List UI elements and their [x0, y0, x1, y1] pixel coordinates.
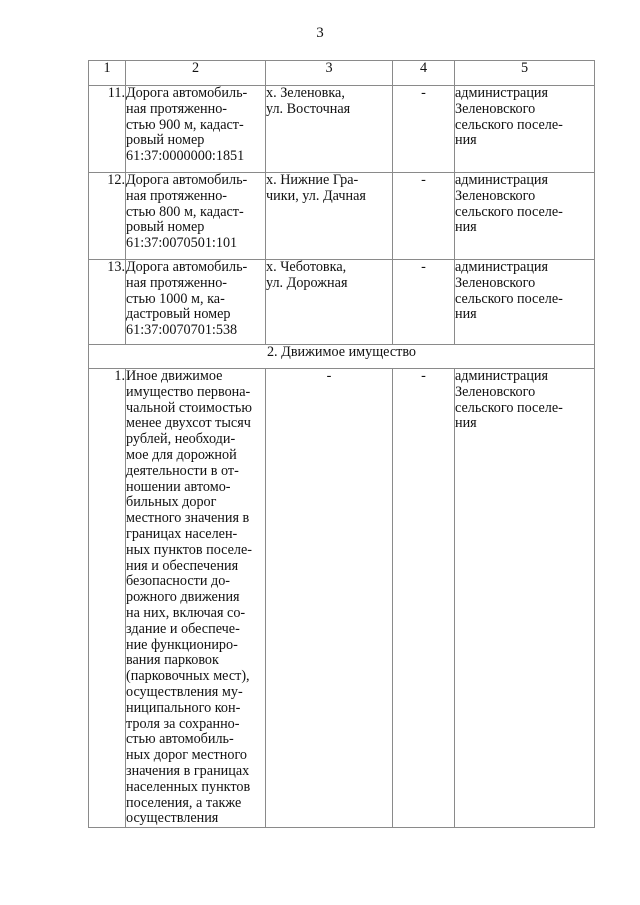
row-number: 12. — [89, 173, 126, 260]
column-4-value: - — [393, 86, 455, 173]
table-row — [89, 173, 595, 260]
section-title: 2. Движимое имущество — [89, 345, 595, 369]
table-row — [89, 86, 595, 173]
column-header-3: 3 — [266, 61, 393, 86]
table-row — [89, 369, 595, 828]
row-number: 11. — [89, 86, 126, 173]
property-name: Дорога автомобиль- ная протяженно- стью 1000 м, ка- дастровый номер 61:37:0070701:538 — [126, 260, 266, 345]
column-header-1: 1 — [89, 61, 126, 86]
property-name: Дорога автомобиль- ная протяженно- стью 900 м, кадаст- ровый номер 61:37:0000000:1851 — [126, 86, 266, 173]
property-location: х. Нижние Гра- чики, ул. Дачная — [266, 173, 393, 260]
column-4-value: - — [393, 173, 455, 260]
column-header-2: 2 — [126, 61, 266, 86]
property-location: х. Зеленовка, ул. Восточная — [266, 86, 393, 173]
property-registry-table — [88, 60, 595, 828]
row-number: 1. — [89, 369, 126, 828]
property-name: Дорога автомобиль- ная протяженно- стью 800 м, кадаст- ровый номер 61:37:0070501:101 — [126, 173, 266, 260]
column-number-header-row — [89, 61, 595, 86]
column-4-value: - — [393, 260, 455, 345]
property-holder: администрация Зеленовского сельского поселе- ния — [455, 86, 595, 173]
section-row — [89, 345, 595, 369]
column-4-value: - — [393, 369, 455, 828]
table-row — [89, 260, 595, 345]
property-holder: администрация Зеленовского сельского поселе- ния — [455, 173, 595, 260]
property-location: - — [266, 369, 393, 828]
column-header-5: 5 — [455, 61, 595, 86]
property-name: Иное движимое имущество первона- чальной стоимостью менее двухсот тысяч рублей, необходи- мое для дорожной деятельности в от- ношении автомо- бильных дорог местного значения в границах населен- ных пунктов поселе- ния и обеспечения безопасности до- рожного движения на них, включая со- здание и обеспече- ние функциониро- вания парковок (парковочных мест), осуществления му- ниципального кон- троля за сохранно- стью автомобиль- ных дорог местного значения в границах населенных пунктов поселения, а также осуществления — [126, 369, 266, 828]
property-holder: администрация Зеленовского сельского поселе- ния — [455, 260, 595, 345]
property-holder: администрация Зеленовского сельского поселе- ния — [455, 369, 595, 828]
page-number: 3 — [316, 25, 324, 41]
row-number: 13. — [89, 260, 126, 345]
column-header-4: 4 — [393, 61, 455, 86]
property-location: х. Чеботовка, ул. Дорожная — [266, 260, 393, 345]
